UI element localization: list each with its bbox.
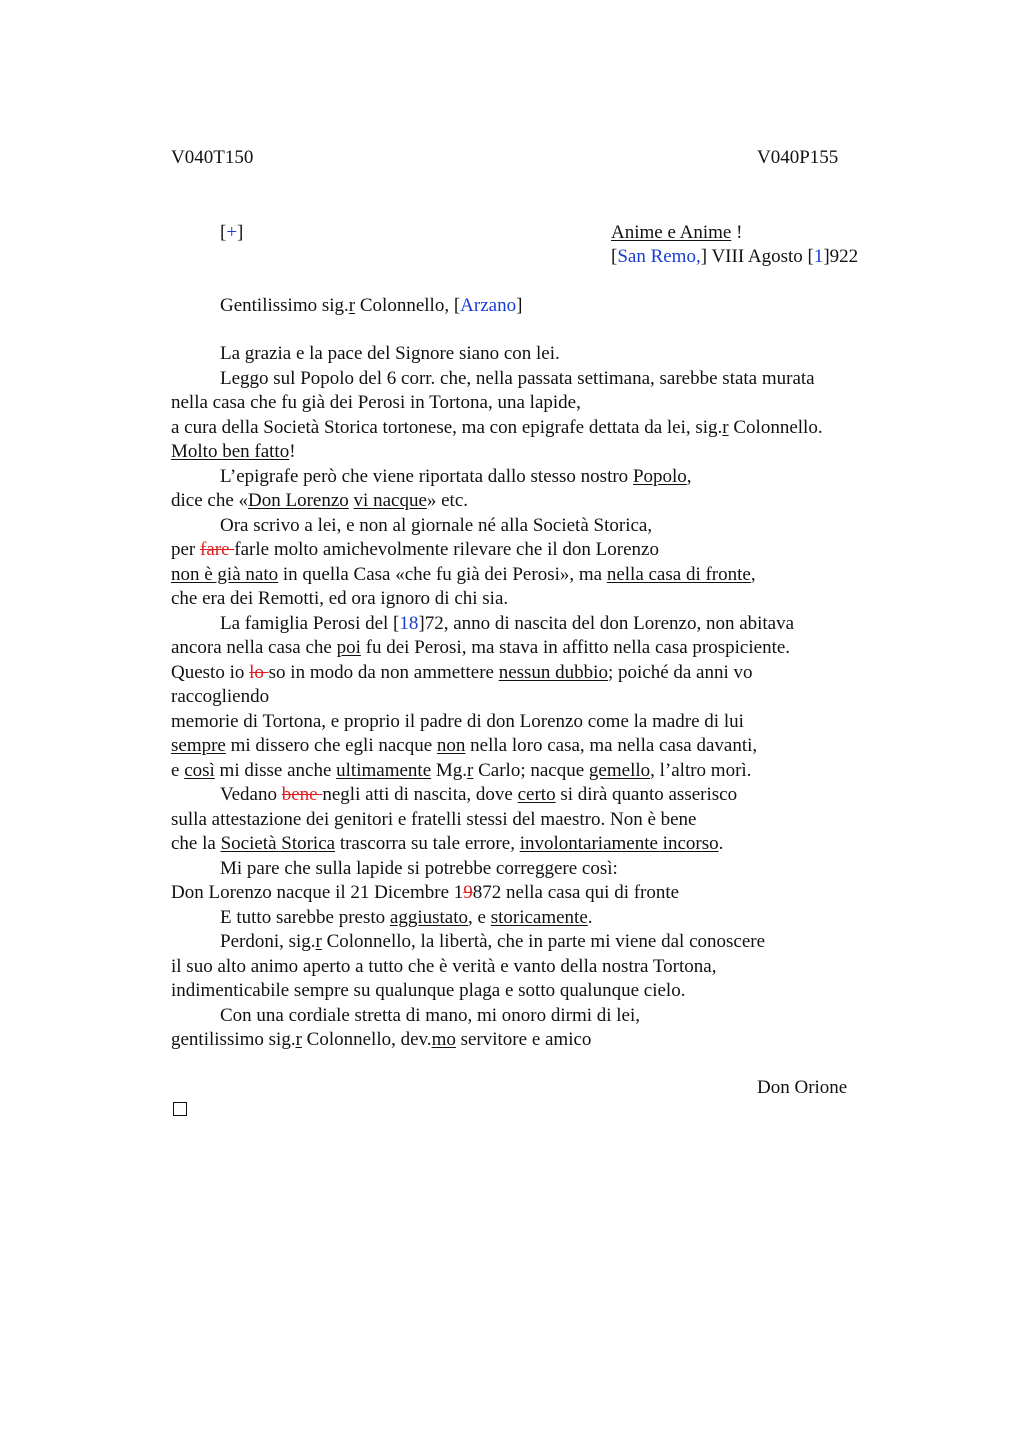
text: indimenticabile sempre su qualunque plaga e sotto qualunque cielo. — [171, 980, 686, 1001]
underlined-text: Popolo — [632, 465, 687, 487]
underlined-text: nessun dubbio — [498, 661, 608, 683]
line — [171, 734, 891, 759]
text: Mi pare che sulla lapide si potrebbe correggere così: — [220, 857, 618, 879]
underlined-text: gemello — [588, 759, 651, 781]
text: Perdoni, sig. — [220, 931, 316, 952]
underlined-text: Molto ben fatto — [171, 441, 290, 462]
line — [171, 685, 891, 710]
line — [171, 563, 891, 588]
text: ! — [289, 441, 296, 462]
editorial-insert: 18 — [399, 612, 419, 634]
text: Leggo sul Popolo del 6 corr. che, nella passata settimana, sarebbe stata murata — [220, 367, 815, 389]
text: il suo alto animo aperto a tutto che è verità e vanto della nostra Tortona, — [171, 955, 717, 977]
abbrev: mo — [431, 1029, 456, 1050]
text: , — [686, 465, 692, 487]
year-digit: 1 — [813, 246, 824, 267]
text: Mg. — [431, 759, 468, 781]
text: E tutto sarebbe presto — [220, 906, 390, 928]
text: che la — [171, 833, 221, 854]
deleted-text: 9 — [463, 882, 473, 903]
text: e — [171, 759, 185, 781]
line — [171, 857, 891, 882]
text: mi disse anche — [214, 759, 337, 781]
text: Colonnello, la libertà, che in parte mi viene dal conoscere — [321, 931, 766, 952]
deleted-text: fare — [200, 539, 235, 560]
text: trascorra su tale errore, — [335, 833, 520, 854]
line — [171, 661, 891, 686]
underlined-text: aggiustato — [389, 906, 469, 928]
text: gentilissimo sig. — [171, 1029, 296, 1050]
line — [171, 1028, 891, 1053]
text: ]72, anno di nascita del don Lorenzo, non abitava — [418, 612, 795, 634]
text: fu dei Perosi, ma stava in affitto nella casa prospiciente. — [360, 637, 791, 658]
underlined-text: Don Lorenzo — [248, 490, 349, 511]
deleted-text: bene — [281, 784, 323, 805]
text: nella casa che fu già dei Perosi in Tortona, una lapide, — [171, 392, 581, 413]
line — [171, 759, 891, 784]
line — [171, 342, 891, 367]
text: ; poiché da anni vo — [607, 661, 753, 683]
underlined-text: nella casa di fronte — [606, 563, 751, 585]
text: servitore e amico — [455, 1029, 592, 1050]
underlined-text: certo — [517, 784, 556, 805]
text: L’epigrafe però che viene riportata dallo stesso nostro — [220, 465, 633, 487]
line — [171, 440, 891, 465]
line — [171, 416, 891, 441]
underlined-text: non è già nato — [171, 563, 279, 585]
recipient-name: Arzano — [460, 295, 517, 316]
deleted-text: lo — [249, 661, 269, 683]
text: » etc. — [426, 490, 469, 511]
bracket-close: ] — [516, 295, 523, 316]
text: Con una cordiale stretta di mano, mi onoro dirmi di lei, — [220, 1004, 641, 1026]
letter-body — [171, 342, 891, 1053]
text: , l’altro morì. — [650, 759, 752, 781]
line — [171, 783, 891, 808]
line — [171, 636, 891, 661]
header-right-code: V040P155 — [757, 147, 839, 168]
text: . — [587, 906, 593, 928]
line — [171, 367, 891, 392]
line — [171, 979, 891, 1004]
text: , e — [468, 906, 491, 928]
underlined-text: sempre — [171, 735, 226, 756]
text: ancora nella casa che — [171, 637, 337, 658]
underlined-text: involontariamente incorso — [519, 833, 719, 854]
editorial-marker — [220, 221, 243, 245]
text: si dirà quanto asserisco — [555, 784, 738, 805]
place-text: San Remo, — [617, 246, 701, 267]
line — [171, 612, 891, 637]
line — [171, 1004, 891, 1029]
text: farle molto amichevolmente rilevare che il don Lorenzo — [234, 539, 659, 560]
title-excl: ! — [731, 222, 743, 243]
text: mi dissero che egli nacque — [225, 735, 437, 756]
text: Carlo; nacque — [473, 759, 589, 781]
signature: Don Orione — [757, 1077, 848, 1098]
text: Colonnello. — [728, 416, 823, 438]
text: Colonnello, dev. — [301, 1029, 432, 1050]
line — [171, 881, 891, 906]
bracket-close: ] — [237, 222, 244, 243]
year-rest: ]922 — [823, 246, 859, 267]
line — [171, 538, 891, 563]
underlined-text: storicamente — [490, 906, 588, 928]
underlined-text: non — [436, 735, 466, 756]
text: Questo io — [171, 661, 250, 683]
abbrev: r — [722, 416, 729, 438]
underlined-text: Società Storica — [220, 833, 336, 854]
text: memorie di Tortona, e proprio il padre di don Lorenzo come la madre di lui — [171, 710, 744, 732]
underlined-text: ultimamente — [336, 759, 432, 781]
end-box-icon — [173, 1102, 187, 1116]
line — [171, 808, 891, 833]
text: raccogliendo — [171, 686, 270, 707]
title-text: Anime e Anime — [611, 222, 732, 243]
text: La grazia e la pace del Signore siano con lei. — [220, 343, 560, 364]
line — [171, 710, 891, 735]
text: . — [718, 833, 724, 854]
line — [171, 906, 891, 931]
text: Vedano — [220, 784, 282, 805]
text: che era dei Remotti, ed ora ignoro di chi sia. — [171, 588, 509, 609]
line — [171, 391, 891, 416]
plus-marker: + — [226, 222, 238, 243]
abbrev: r — [467, 759, 474, 781]
text: 872 nella casa qui di fronte — [472, 882, 680, 903]
abbrev: r — [348, 295, 356, 316]
text: negli atti di nascita, dove — [322, 784, 518, 805]
line — [171, 587, 891, 612]
underlined-text: poi — [336, 637, 361, 658]
salutation — [220, 294, 522, 318]
text: a cura della Società Storica tortonese, ma con epigrafe dettata da lei, sig. — [171, 416, 723, 438]
bracket-open: [ — [220, 222, 227, 243]
text: , — [750, 563, 756, 585]
salutation-text: Colonnello, [ — [355, 295, 461, 316]
letter-dateline: [San Remo,] VIII Agosto [1]922 — [611, 246, 859, 267]
line — [171, 832, 891, 857]
abbrev: r — [315, 931, 322, 952]
abbrev: r — [295, 1029, 302, 1050]
text: Don Lorenzo nacque il 21 Dicembre 1 — [171, 882, 464, 903]
letter-title — [611, 221, 742, 245]
text: in quella Casa «che fu già dei Perosi», ma — [278, 563, 607, 585]
text: nella loro casa, ma nella casa davanti, — [465, 735, 758, 756]
text: La famiglia Perosi del [ — [220, 612, 400, 634]
line — [171, 514, 891, 539]
salutation-text: Gentilissimo sig. — [220, 295, 349, 316]
line — [171, 930, 891, 955]
line — [171, 465, 891, 490]
header-left-code: V040T150 — [171, 147, 254, 168]
text: per — [171, 539, 201, 560]
text: so in modo da non ammettere — [268, 661, 499, 683]
text: Ora scrivo a lei, e non al giornale né alla Società Storica, — [220, 514, 653, 536]
line — [171, 489, 891, 514]
underlined-text: così — [184, 759, 215, 781]
underlined-text: vi nacque — [353, 490, 427, 511]
date-text: ] VIII Agosto [ — [700, 246, 814, 267]
text: sulla attestazione dei genitori e fratelli stessi del maestro. Non è bene — [171, 808, 697, 830]
line — [171, 955, 891, 980]
text: dice che « — [171, 490, 249, 511]
